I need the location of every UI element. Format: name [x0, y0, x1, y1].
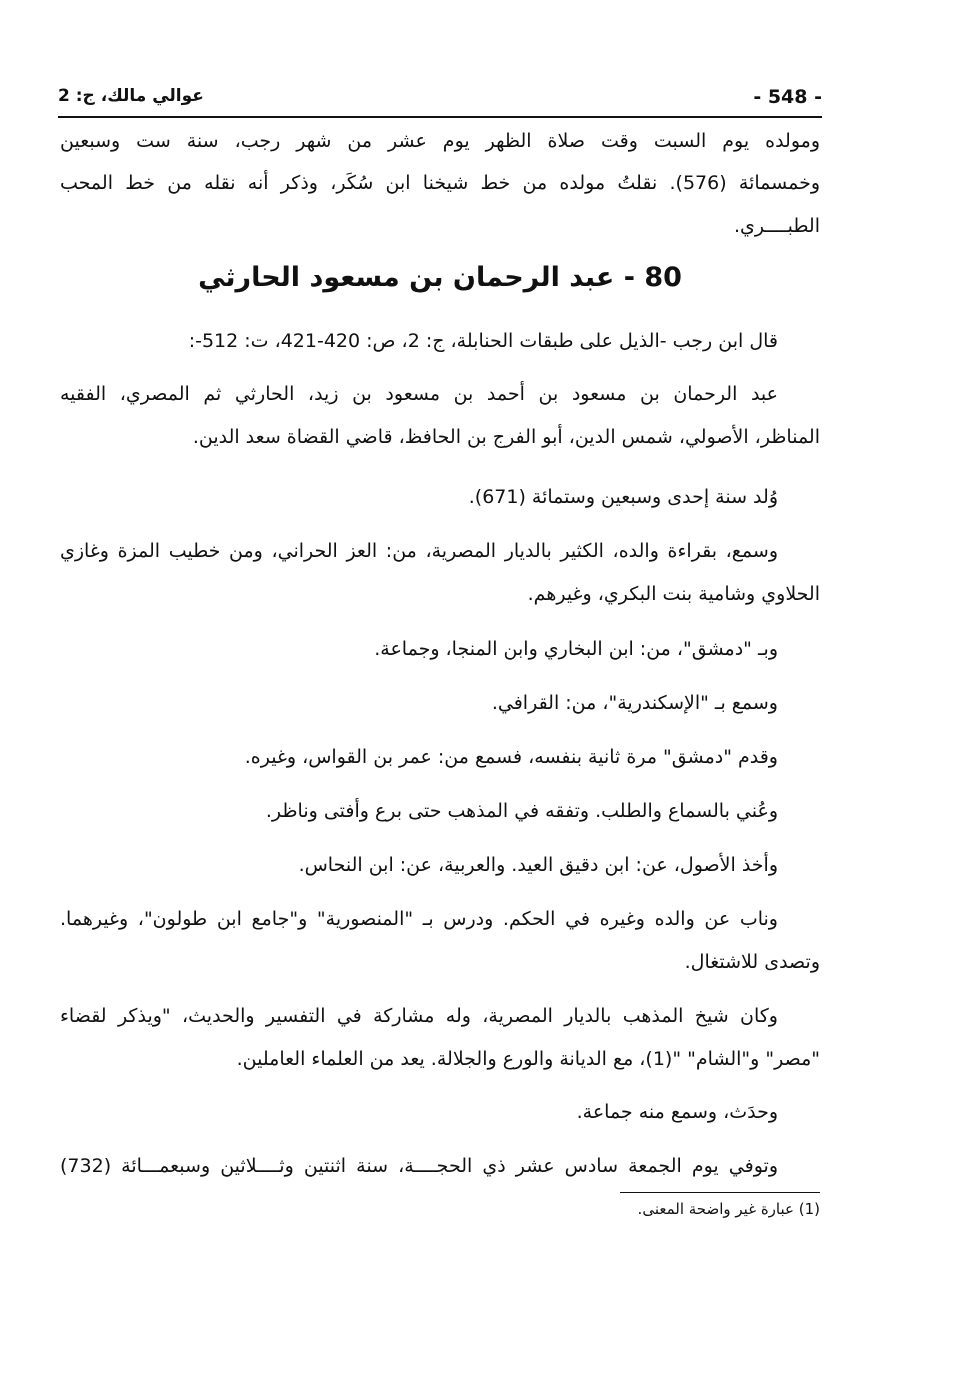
intro-line: وخمسمائة (576). نقلتُ مولده من خط شيخنا ابن سُكَر، وذكر أنه نقله من خط المحب — [60, 172, 820, 194]
footnote-divider — [620, 1192, 820, 1193]
paragraph-line: وتصدى للاشتغال. — [684, 951, 820, 973]
running-title: عوالي مالك، ج: 2 — [58, 86, 204, 106]
page-number: - 548 - — [753, 86, 822, 108]
paragraph-line: وتوفي يوم الجمعة سادس عشر ذي الحجــــة، سنة اثنتين وثــــلاثين وسبعمـــائة (732) — [60, 1155, 778, 1177]
intro-line: ومولده يوم السبت وقت صلاة الظهر يوم عشر من شهر رجب، سنة ست وسبعين — [60, 130, 820, 152]
paragraph-line: "مصر" و"الشام" "(1)، مع الديانة والورع والجلالة. يعد من العلماء العاملين. — [236, 1048, 820, 1070]
page-header — [58, 78, 822, 118]
paragraph-line: عبد الرحمان بن مسعود بن أحمد بن مسعود بن زيد، الحارثي ثم المصري، الفقيه — [60, 383, 778, 405]
paragraph-line: وعُني بالسماع والطلب. وتفقه في المذهب حتى برع وأفتى وناظر. — [265, 800, 778, 822]
paragraph-line: وكان شيخ المذهب بالديار المصرية، وله مشاركة في التفسير والحديث، "ويذكر لقضاء — [60, 1005, 778, 1027]
paragraph-line: وأخذ الأصول، عن: ابن دقيق العيد. والعربية، عن: ابن النحاس. — [298, 854, 778, 876]
paragraph-line: وسمع، بقراءة والده، الكثير بالديار المصرية، من: العز الحراني، ومن خطيب المزة وغازي — [60, 540, 778, 562]
source-citation: قال ابن رجب -الذيل على طبقات الحنابلة، ج: 2، ص: 420-421، ت: 512-: — [188, 330, 778, 352]
intro-line: الطبــــري. — [733, 215, 820, 237]
paragraph-line: الحلاوي وشامية بنت البكري، وغيرهم. — [527, 583, 820, 605]
paragraph-line: المناظر، الأصولي، شمس الدين، أبو الفرج بن الحافظ، قاضي القضاة سعد الدين. — [192, 426, 820, 448]
paragraph-line: وناب عن والده وغيره في الحكم. ودرس بـ "المنصورية" و"جامع ابن طولون"، وغيرهما. — [60, 908, 778, 930]
entry-heading: 80 - عبد الرحمان بن مسعود الحارثي — [198, 262, 682, 293]
paragraph-line: وبـ "دمشق"، من: ابن البخاري وابن المنجا، وجماعة. — [374, 638, 778, 660]
paragraph-line: وقدم "دمشق" مرة ثانية بنفسه، فسمع من: عمر بن القواس، وغيره. — [244, 746, 778, 768]
footnote: (1) عبارة غير واضحة المعنى. — [637, 1200, 820, 1218]
paragraph-line: وُلد سنة إحدى وسبعين وستمائة (671). — [468, 486, 778, 508]
paragraph-line: وحدَث، وسمع منه جماعة. — [576, 1101, 778, 1123]
paragraph-line: وسمع بـ "الإسكندرية"، من: القرافي. — [491, 692, 778, 714]
